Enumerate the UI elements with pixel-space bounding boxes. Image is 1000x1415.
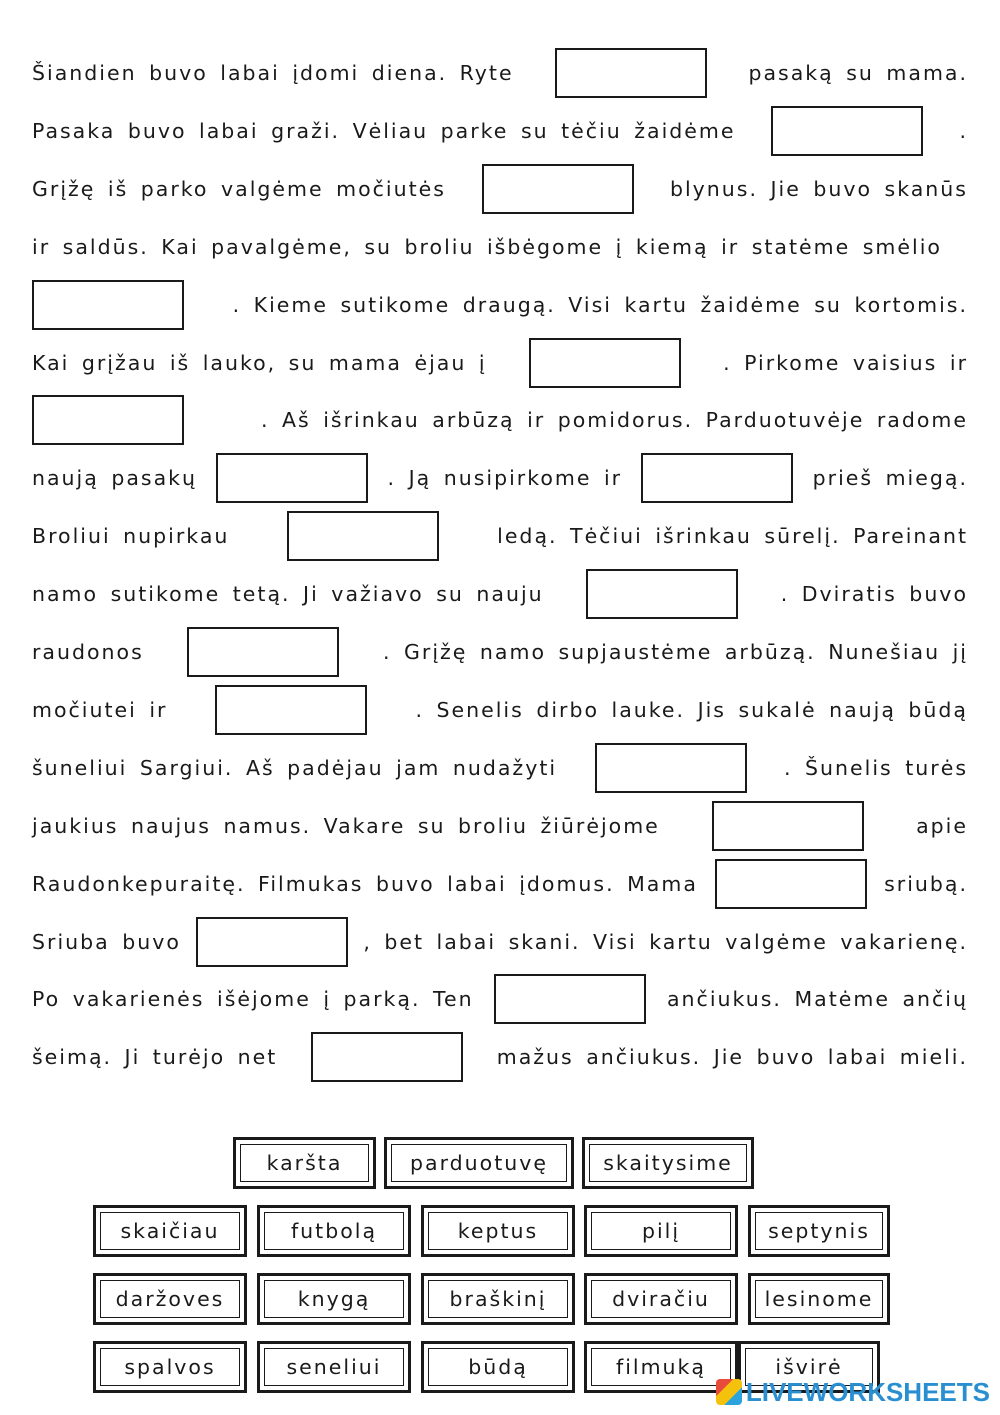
story-text-segment: raudonos — [32, 640, 144, 664]
story-text-segment: . Pirkome vaisius ir — [723, 350, 968, 375]
story-line — [32, 1028, 968, 1086]
story-line — [32, 276, 968, 334]
story-text-segment: ledą. Tėčiui išrinkau sūrelį. Pareinant — [497, 524, 968, 549]
story-line — [32, 970, 968, 1028]
story-text-segment: Po vakarienės išėjome į parką. Ten — [32, 987, 474, 1012]
story-text-segment: Grįžę iš parko valgėme močiutės — [32, 176, 446, 201]
story-line — [32, 391, 968, 449]
story-text-segment: Kai grįžau iš lauko, su mama ėjau į — [32, 350, 487, 375]
story-line — [32, 160, 968, 218]
answer-drop-box[interactable] — [311, 1032, 463, 1082]
story-line — [32, 218, 968, 276]
word-tile[interactable]: filmuką — [584, 1341, 738, 1393]
story-text-segment: Raudonkepuraitę. Filmukas buvo labai įdomus. Mama — [32, 871, 698, 896]
word-tile[interactable]: karšta — [233, 1137, 376, 1189]
story-text-segment: Šiandien buvo labai įdomi diena. Ryte — [32, 61, 514, 85]
word-tile[interactable]: septynis — [748, 1205, 890, 1257]
story-text-segment: ir saldūs. Kai pavalgėme, su broliu išbėgome į kiemą ir statėme smėlio — [32, 234, 942, 259]
word-tile[interactable]: seneliui — [257, 1341, 411, 1393]
answer-drop-box[interactable] — [595, 743, 747, 793]
story-text-segment: . Dviratis buvo — [780, 582, 968, 607]
story-line — [32, 44, 968, 102]
story-line — [32, 449, 968, 507]
story-text-segment: ančiukus. Matėme ančių — [667, 987, 968, 1012]
story-text-segment: , bet labai skani. Visi kartu valgėme vakarienę. — [363, 929, 968, 954]
word-tile[interactable]: daržoves — [93, 1273, 247, 1325]
story-text-segment: prieš miegą. — [812, 466, 968, 491]
answer-drop-box[interactable] — [32, 280, 184, 330]
answer-drop-box[interactable] — [771, 106, 923, 156]
story-text-segment: Sriuba buvo — [32, 929, 181, 954]
story-line — [32, 507, 968, 565]
story-text-segment: šeimą. Ji turėjo net — [32, 1045, 278, 1070]
liveworksheets-logo-icon — [716, 1379, 742, 1405]
answer-drop-box[interactable] — [32, 395, 184, 445]
story-line — [32, 855, 968, 913]
word-tile[interactable]: lesinome — [748, 1273, 890, 1325]
story-text-segment: . — [959, 118, 968, 143]
story-text-segment: mažus ančiukus. Jie buvo labai mieli. — [496, 1045, 968, 1070]
answer-drop-box[interactable] — [187, 627, 339, 677]
answer-drop-box[interactable] — [641, 453, 793, 503]
answer-drop-box[interactable] — [494, 974, 646, 1024]
story-text-segment: pasaką su mama. — [748, 61, 968, 85]
story-line — [32, 797, 968, 855]
story-text-segment: . Grįžę namo supjaustėme arbūzą. Nunešiau jį — [382, 640, 968, 664]
story-text-segment: Pasaka buvo labai graži. Vėliau parke su tėčiu žaidėme — [32, 118, 736, 143]
answer-drop-box[interactable] — [482, 164, 634, 214]
story-text-segment: naują pasakų — [32, 466, 198, 491]
word-tile[interactable]: spalvos — [93, 1341, 247, 1393]
answer-drop-box[interactable] — [715, 859, 867, 909]
story-text-segment: namo sutikome tetą. Ji važiavo su nauju — [32, 582, 544, 607]
story-line — [32, 681, 968, 739]
story-text-segment: Broliui nupirkau — [32, 524, 230, 549]
story-text-segment: jaukius naujus namus. Vakare su broliu žiūrėjome — [32, 813, 660, 838]
word-tile[interactable]: pilį — [584, 1205, 738, 1257]
answer-drop-box[interactable] — [196, 917, 348, 967]
story-line — [32, 334, 968, 392]
answer-drop-box[interactable] — [215, 685, 367, 735]
story-text-segment: sriubą. — [884, 871, 968, 896]
story-text-segment: šuneliui Sargiui. Aš padėjau jam nudažyti — [32, 755, 558, 780]
word-tile[interactable]: išvirė — [738, 1341, 880, 1393]
story-text-segment: . Senelis dirbo lauke. Jis sukalė naują būdą — [415, 697, 968, 722]
story-line — [32, 913, 968, 971]
story-text-segment: močiutei ir — [32, 697, 168, 722]
answer-drop-box[interactable] — [586, 569, 738, 619]
answer-drop-box[interactable] — [216, 453, 368, 503]
story-text-segment: . Kieme sutikome draugą. Visi kartu žaidėme su kortomis. — [232, 292, 968, 317]
answer-drop-box[interactable] — [529, 338, 681, 388]
story-text-segment: . Aš išrinkau arbūzą ir pomidorus. Parduotuvėje radome — [260, 408, 968, 433]
story-line — [32, 102, 968, 160]
story-line — [32, 739, 968, 797]
answer-drop-box[interactable] — [555, 48, 707, 98]
story-line — [32, 565, 968, 623]
word-tile[interactable]: knygą — [257, 1273, 411, 1325]
word-tile[interactable]: parduotuvę — [384, 1137, 574, 1189]
story-text-segment: . Šunelis turės — [784, 755, 968, 780]
liveworksheets-logo — [716, 1377, 990, 1407]
story-text-segment: apie — [916, 813, 968, 838]
word-tile[interactable]: skaitysime — [582, 1137, 754, 1189]
story-text-segment: blynus. Jie buvo skanūs — [669, 176, 968, 201]
answer-drop-box[interactable] — [287, 511, 439, 561]
story-line — [32, 623, 968, 681]
word-tile[interactable]: dviračiu — [584, 1273, 738, 1325]
word-tile[interactable]: futbolą — [257, 1205, 411, 1257]
answer-drop-box[interactable] — [712, 801, 864, 851]
watermark-text: LIVEWORKSHEETS — [745, 1376, 990, 1407]
story-text-segment: . Ją nusipirkome ir — [387, 466, 623, 491]
word-tile[interactable]: būdą — [421, 1341, 575, 1393]
word-tile[interactable]: keptus — [421, 1205, 575, 1257]
word-tile[interactable]: skaičiau — [93, 1205, 247, 1257]
word-tile[interactable]: braškinį — [421, 1273, 575, 1325]
